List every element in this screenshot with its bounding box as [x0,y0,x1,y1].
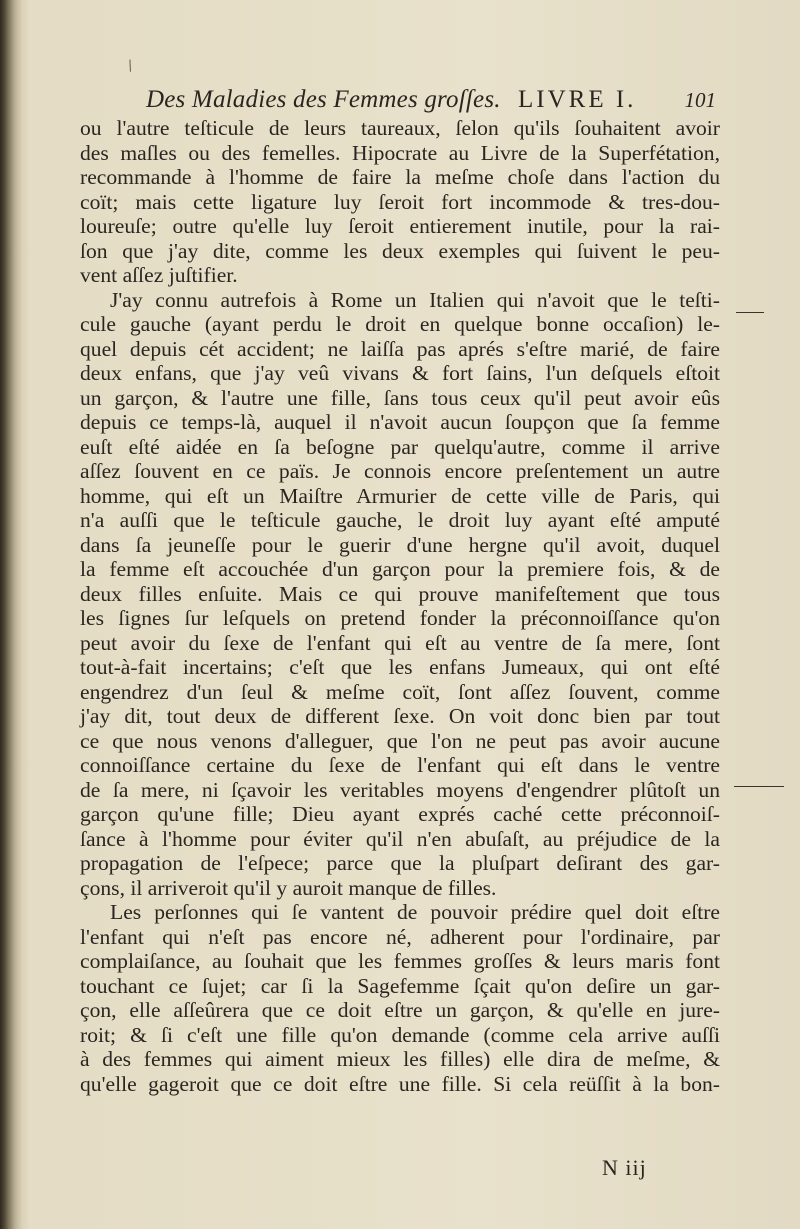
text-line: touchant ce ſujet; car ſi la Sagefemme ſçait qu'on deſire un gar- [80,973,720,998]
text-line: aſſez ſouvent en ce païs. Je connois encore preſentement un autre [80,459,720,483]
text-line: çon, elle aſſeûrera que ce doit eſtre un garçon, & qu'elle en jure- [80,998,720,1022]
text-line: engendrez d'un ſeul & meſme coït, ſont aſſez ſouvent, comme [80,679,720,704]
text-line: vent aſſez juſtifier. [80,263,238,287]
text-line: tout-à-fait incertains; c'eſt que les enfans Jumeaux, qui ont eſté [80,655,720,679]
text-line: la femme eſt accouchée d'un garçon pour la premiere fois, & de [80,557,720,581]
text-line: connoiſſance certaine du ſexe de l'enfant qui eſt dans le ventre [80,753,720,777]
text-line: peut avoir du ſexe de l'enfant qui eſt au ventre de ſa mere, ſont [80,630,720,655]
text-line: des maſles ou des femelles. Hipocrate au Livre de la Superfétation, [80,140,720,165]
margin-tick [736,312,764,313]
text-line: deux filles enſuite. Mais ce qui prouve manifeſtement que tous [80,581,720,606]
body-text [80,116,720,1096]
text-line: homme, qui eſt un Maiſtre Armurier de cette ville de Paris, qui [80,483,720,508]
text-line: j'ay dit, tout deux de different ſexe. On voit donc bien par tout [80,704,720,728]
stray-pen-mark: / [125,57,136,75]
signature-mark: N iij [602,1155,647,1180]
text-line: çons, il arriveroit qu'il y auroit manque de filles. [80,875,497,900]
text-line: dans ſa jeuneſſe pour le guerir d'une hergne qu'il avoit, duquel [80,532,720,557]
text-line: les ſignes ſur leſquels on pretend fonder la préconnoiſſance qu'on [80,606,720,630]
text-line: euſt eſté aidée en ſa beſogne par quelqu'autre, comme il arrive [80,434,720,459]
text-line: depuis ce temps-là, auquel il n'avoit aucun ſoupçon que ſa femme [80,410,720,434]
text-line: ce que nous venons d'alleguer, que l'on ne peut pas avoir aucune [80,728,720,753]
running-head-title: Des Maladies des Femmes groſſes. [146,86,501,113]
margin-tick [734,786,784,787]
text-line: quel depuis cét accident; ne laiſſa pas aprés s'eſtre marié, de faire [80,336,720,361]
text-line: à des femmes qui aiment mieux les filles) elle dira de meſme, & [80,1047,720,1071]
text-line: propagation de l'eſpece; parce que la pluſpart deſirant des gar- [80,851,720,875]
text-line: roit; & ſi c'eſt une fille qu'on demande (comme cela arrive auſſi [80,1022,720,1047]
text-line: qu'elle gageroit que ce doit eſtre une fille. Si cela reüſſit à la bon- [80,1071,720,1096]
text-line: l'enfant qui n'eſt pas encore né, adherent pour l'ordinaire, par [80,924,720,949]
text-line: ou l'autre teſticule de leurs taureaux, ſelon qu'ils ſouhaitent avoir [80,116,720,140]
text-line: deux enfans, que j'ay veû vivans & fort ſains, l'un deſquels eſtoit [80,361,720,385]
text-line: ſon que j'ay dite, comme les deux exemples qui ſuivent le peu- [80,238,720,263]
page-number: 101 [684,88,716,112]
paragraph-start-line: J'ay connu autrefois à Rome un Italien qui n'avoit que le teſti- [110,287,720,312]
text-line: cule gauche (ayant perdu le droit en quelque bonne occaſion) le- [80,312,720,336]
text-line: loureuſe; outre qu'elle luy ſeroit entierement inutile, pour la rai- [80,214,720,238]
text-line: un garçon, & l'autre une fille, ſans tous ceux qu'il peut avoir eûs [80,385,720,410]
text-line: de ſa mere, ni ſçavoir les veritables moyens d'engendrer plûtoſt un [80,777,720,802]
text-line: garçon qu'une fille; Dieu ayant exprés caché cette préconnoiſ- [80,802,720,826]
text-line: ſance à l'homme pour éviter qu'il n'en abuſaſt, au préjudice de la [80,826,720,851]
text-line: recommande à l'homme de faire la meſme choſe dans l'action du [80,165,720,189]
text-line: n'a auſſi que le teſticule gauche, le droit luy ayant eſté amputé [80,508,720,532]
text-line: complaiſance, au ſouhait que les femmes groſſes & leurs maris font [80,949,720,973]
running-head [146,86,716,120]
binding-gutter [0,0,22,1229]
running-head-book: LIVRE I. [518,86,637,113]
text-line: coït; mais cette ligature luy ſeroit fort incommode & tres-dou- [80,189,720,214]
paragraph-start-line: Les perſonnes qui ſe vantent de pouvoir prédire quel doit eſtre [110,900,720,924]
